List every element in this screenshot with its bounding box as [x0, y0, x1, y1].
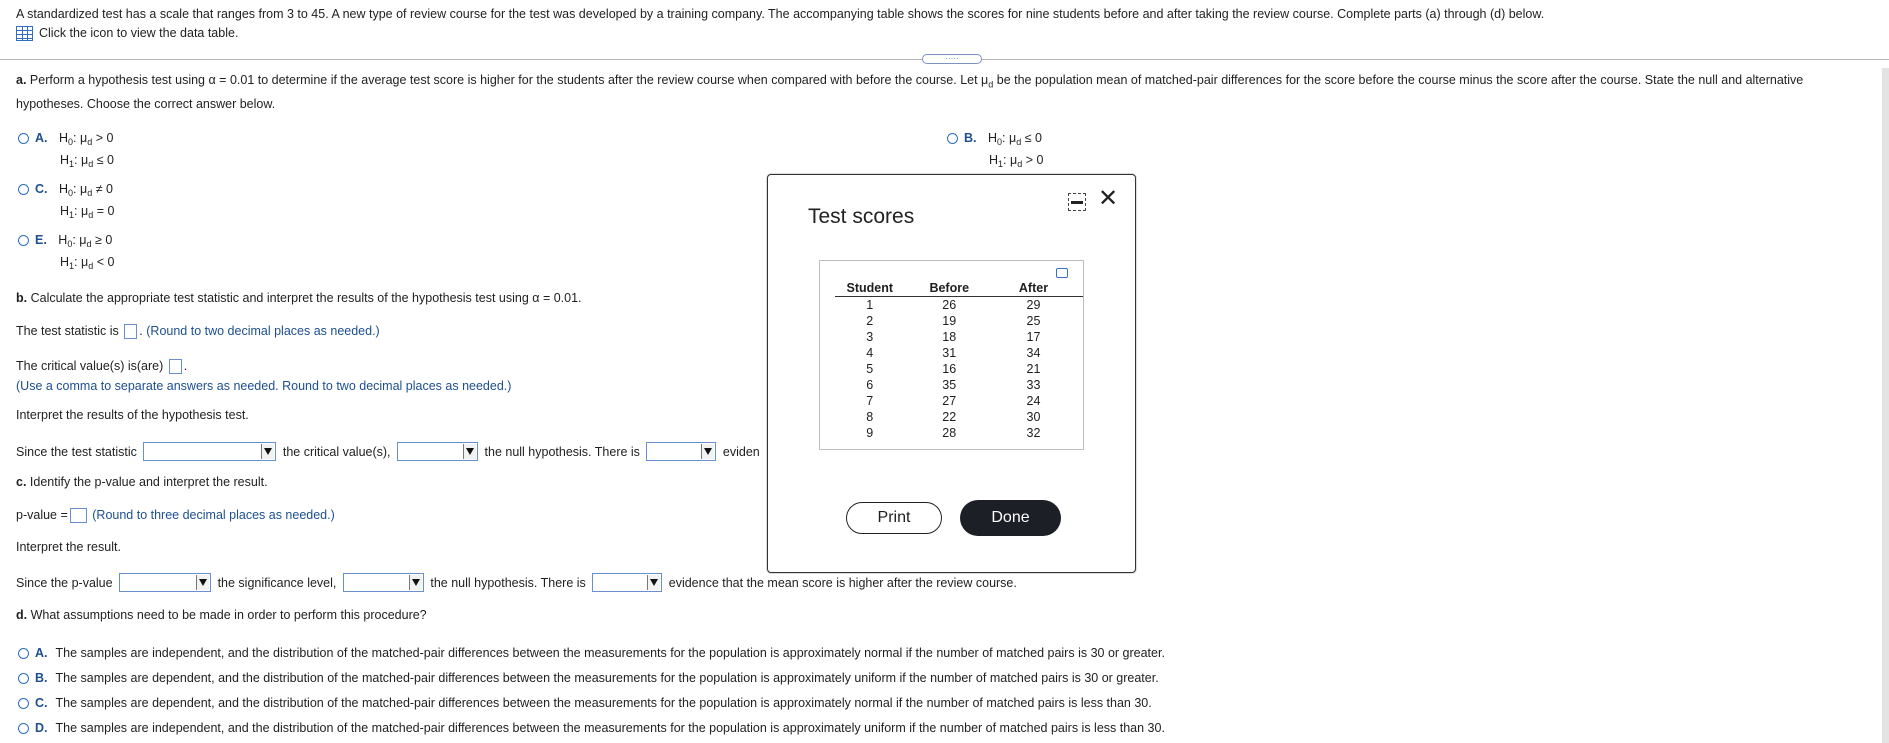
evidence-dropdown-b[interactable] — [646, 442, 716, 461]
option-d-d-text: The samples are independent, and the distribution of the matched-pair differences between the measurements for the population is approximately uniform if the number of matched pairs is less than 30. — [55, 721, 1165, 735]
radio-a[interactable] — [18, 133, 29, 144]
part-a-text-1: Perform a hypothesis test using α = 0.01 to determine if the average test score is higher for the students after the review course when compared with before the course. Let μ — [29, 73, 989, 87]
radio-d-c[interactable] — [18, 698, 29, 709]
option-d-c-text: The samples are dependent, and the distribution of the matched-pair differences between the measurements for the population is approximately normal if the number of matched pairs is less than 30. — [55, 696, 1152, 710]
cell-after: 34 — [1026, 346, 1041, 360]
cell-student: 2 — [866, 314, 874, 328]
radio-e[interactable] — [18, 235, 29, 246]
radio-d-b[interactable] — [18, 673, 29, 684]
part-a-text-3: hypotheses. Choose the correct answer below. — [16, 96, 276, 111]
significance-text: the significance level, — [217, 576, 337, 590]
pvalue-hint: (Round to three decimal places as needed.) — [92, 508, 335, 522]
option-e[interactable]: E. $H_0$: $\mu_d \ge 0$ $H_1$: $\mu_d < 0$ — [18, 231, 114, 275]
done-button[interactable]: Done — [960, 500, 1061, 536]
chevron-down-icon[interactable] — [261, 444, 274, 459]
intro-text: A standardized test has a scale that ranges from 3 to 45. A new type of review course for the test was developed by a training company. The accompanying table shows the scores for nine students before and after taking the review course. Complete parts (a) through (d) below. — [16, 7, 1545, 21]
option-b[interactable]: B. $H_0$: $\mu_d \le 0$ $H_1$: $\mu_d > 0$ — [947, 129, 1043, 173]
pvalue-compare-dropdown[interactable] — [119, 573, 211, 592]
cell-student: 7 — [866, 394, 874, 408]
header-after: After — [994, 281, 1083, 297]
cell-after: 21 — [1026, 362, 1041, 376]
mu-subscript: d — [988, 79, 994, 90]
cell-after: 32 — [1026, 426, 1041, 440]
option-d-c[interactable] — [18, 696, 1152, 710]
critical-input[interactable] — [169, 359, 182, 374]
option-b-h0-rel: ≤ — [1024, 131, 1032, 145]
close-icon[interactable]: ✕ — [1098, 185, 1119, 212]
table-row — [835, 329, 1083, 345]
copy-icon[interactable] — [1056, 268, 1068, 278]
cell-student: 1 — [866, 298, 874, 312]
part-c-interpret: Interpret the result. — [16, 540, 121, 554]
critical-label: The critical value(s) is(are) — [16, 359, 164, 373]
part-b-conclusion-row — [16, 442, 760, 461]
part-a-label: a. — [16, 73, 27, 87]
cell-student: 4 — [866, 346, 874, 360]
part-c-label: c. — [16, 475, 27, 489]
option-d-c-letter: C. — [35, 696, 48, 710]
pvalue-row — [16, 508, 335, 523]
part-c-text: Identify the p-value and interpret the result. — [29, 475, 268, 489]
option-d-b[interactable] — [18, 671, 1159, 685]
null-hypothesis-text-b: the null hypothesis. There is — [484, 445, 640, 459]
cell-before: 18 — [942, 330, 957, 344]
cell-student: 6 — [866, 378, 874, 392]
part-b-question — [16, 291, 582, 305]
table-row — [835, 345, 1083, 361]
critical-values-text: the critical value(s), — [282, 445, 391, 459]
option-e-h0-rel: ≥ — [95, 233, 102, 247]
test-stat-label: The test statistic is — [16, 324, 119, 338]
option-d-b-letter: B. — [35, 671, 48, 685]
cell-before: 16 — [942, 362, 957, 376]
data-link-label: Click the icon to view the data table. — [39, 26, 239, 40]
option-b-letter: B. — [964, 131, 977, 145]
part-d-question — [16, 608, 427, 622]
cell-before: 22 — [942, 410, 957, 424]
part-c-question — [16, 475, 268, 489]
cell-after: 33 — [1026, 378, 1041, 392]
option-d-d-letter: D. — [35, 721, 48, 735]
cell-before: 19 — [942, 314, 957, 328]
cell-student: 3 — [866, 330, 874, 344]
part-d-text: What assumptions need to be made in order to perform this procedure? — [30, 608, 427, 622]
option-e-h1-rel: < — [96, 255, 105, 269]
option-c-h1-rel: = — [96, 204, 105, 218]
data-table-box — [819, 260, 1084, 450]
part-a-text-2: be the population mean of matched-pair differences for the score before the course minus the score after the course. State the null and alternative — [993, 73, 1804, 87]
option-c[interactable]: C. $H_0$: $\mu_d \ne 0$ $H_1$: $\mu_d = 0$ — [18, 180, 114, 224]
test-stat-input[interactable] — [124, 324, 137, 339]
cell-after: 17 — [1026, 330, 1041, 344]
header-student: Student — [835, 281, 915, 297]
test-scores-dialog — [767, 174, 1136, 573]
reject-dropdown-c[interactable] — [343, 573, 424, 592]
cell-before: 28 — [942, 426, 957, 440]
chevron-down-icon[interactable] — [647, 575, 660, 590]
critical-row: The critical value(s) is(are) . — [16, 359, 188, 373]
chevron-down-icon[interactable] — [701, 444, 714, 459]
chevron-down-icon[interactable] — [196, 575, 209, 590]
minimize-icon[interactable] — [1068, 193, 1086, 211]
scores-table — [835, 281, 1083, 441]
option-a-h1-rel: ≤ — [96, 153, 104, 167]
cell-before: 35 — [942, 378, 957, 392]
since-pvalue-text: Since the p-value — [16, 576, 113, 590]
option-a-letter: A. — [35, 131, 48, 145]
pvalue-input[interactable] — [70, 508, 87, 523]
critical-hint: (Use a comma to separate answers as needed. Round to two decimal places as needed.) — [16, 379, 512, 393]
option-d-b-text: The samples are dependent, and the distribution of the matched-pair differences between the measurements for the population is approximately uniform if the number of matched pairs is 30 or greater. — [55, 671, 1159, 685]
radio-d-d[interactable] — [18, 723, 29, 734]
page-scrollbar[interactable] — [1882, 68, 1889, 743]
test-stat-compare-dropdown[interactable] — [143, 442, 276, 461]
radio-c[interactable] — [18, 184, 29, 195]
cell-student: 5 — [866, 362, 874, 376]
table-row — [835, 425, 1083, 441]
table-row — [835, 297, 1083, 314]
collapse-handle[interactable]: ····· — [922, 54, 982, 64]
cell-after: 24 — [1026, 394, 1041, 408]
part-a-question — [16, 71, 1876, 114]
option-d-d[interactable] — [18, 721, 1165, 735]
cell-before: 27 — [942, 394, 957, 408]
since-test-stat-text: Since the test statistic — [16, 445, 137, 459]
test-stat-row: The test statistic is . (Round to two decimal places as needed.) — [16, 324, 380, 338]
option-a[interactable]: A. $H_0$: $\mu_d > 0$ $H_1$: $\mu_d \le 0$ — [18, 129, 114, 173]
option-a-h0-rel: > — [95, 131, 103, 145]
option-d-a-letter: A. — [35, 646, 48, 660]
table-row — [835, 393, 1083, 409]
chevron-down-icon[interactable] — [463, 444, 476, 459]
header-before: Before — [915, 281, 994, 297]
option-c-letter: C. — [35, 182, 48, 196]
data-table-link[interactable] — [16, 26, 238, 41]
part-b-interpret: Interpret the results of the hypothesis test. — [16, 408, 249, 422]
test-stat-hint: (Round to two decimal places as needed.) — [146, 324, 380, 338]
evidence-dropdown-c[interactable] — [592, 573, 662, 592]
option-d-a[interactable] — [18, 646, 1165, 660]
pvalue-label: p-value = — [16, 508, 68, 522]
table-row — [835, 361, 1083, 377]
evidence-text-c: evidence that the mean score is higher after the review course. — [668, 576, 1017, 590]
part-d-label: d. — [16, 608, 28, 622]
evidence-text-b: eviden — [722, 445, 760, 459]
option-c-h0-rel: ≠ — [95, 182, 103, 196]
table-row — [835, 313, 1083, 329]
print-button[interactable]: Print — [846, 502, 942, 534]
cell-student: 8 — [866, 410, 874, 424]
part-c-conclusion-row — [16, 573, 1017, 592]
table-icon[interactable] — [16, 26, 33, 41]
dialog-title: Test scores — [808, 205, 915, 228]
chevron-down-icon[interactable] — [409, 575, 422, 590]
cell-student: 9 — [866, 426, 874, 440]
null-hypothesis-text-c: the null hypothesis. There is — [430, 576, 586, 590]
cell-before: 26 — [942, 298, 957, 312]
part-b-label: b. — [16, 291, 28, 305]
cell-before: 31 — [942, 346, 957, 360]
table-row — [835, 409, 1083, 425]
cell-after: 30 — [1026, 410, 1041, 424]
table-row — [835, 377, 1083, 393]
part-b-text: Calculate the appropriate test statistic and interpret the results of the hypothesis test using α = 0.01. — [30, 291, 582, 305]
option-b-h1-rel: > — [1025, 153, 1034, 167]
option-e-letter: E. — [35, 233, 47, 247]
option-d-a-text: The samples are independent, and the distribution of the matched-pair differences between the measurements for the population is approximately normal if the number of matched pairs is 30 or greater. — [55, 646, 1165, 660]
cell-after: 29 — [1026, 298, 1041, 312]
radio-d-a[interactable] — [18, 648, 29, 659]
reject-dropdown-b[interactable] — [397, 442, 478, 461]
radio-b[interactable] — [947, 133, 958, 144]
cell-after: 25 — [1026, 314, 1041, 328]
